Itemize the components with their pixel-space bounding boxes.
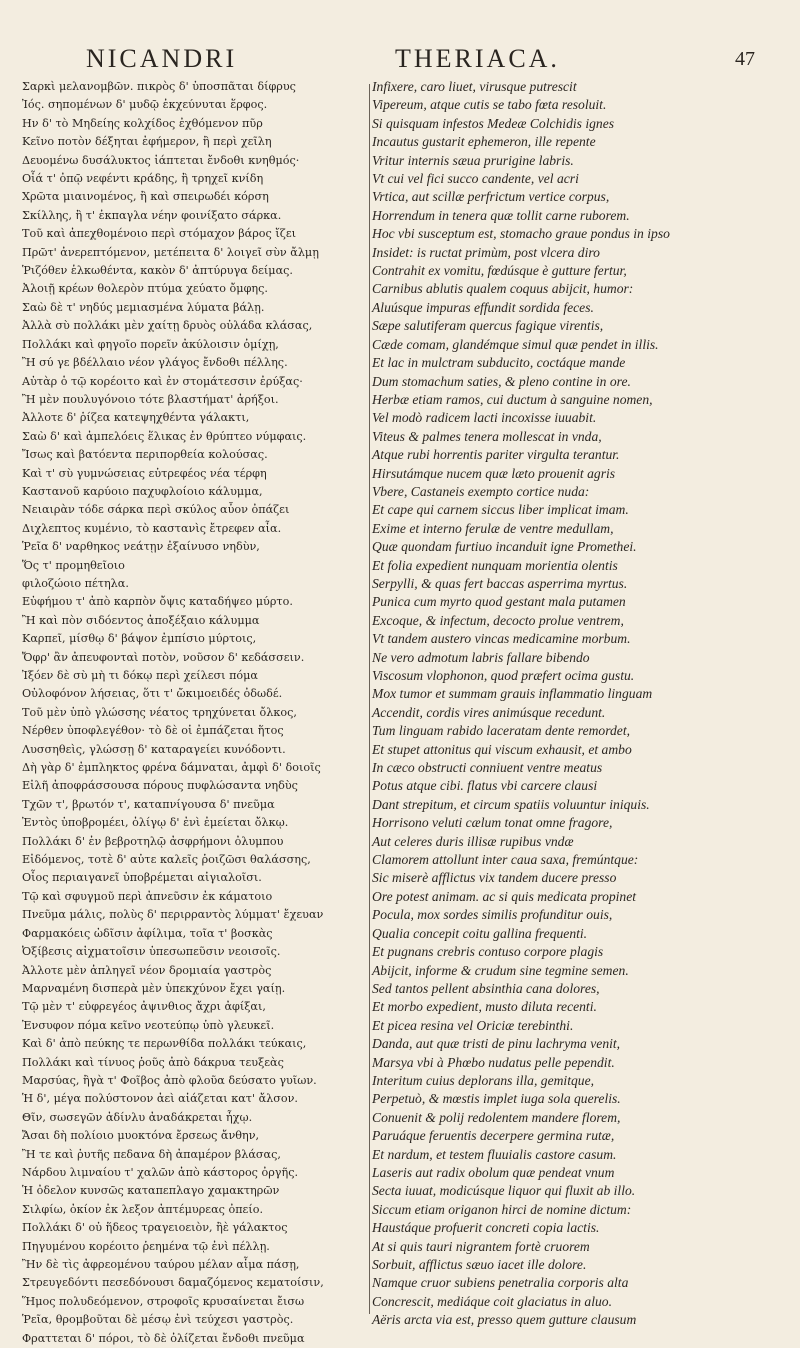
latin-verse-line: Secta iuuat, modicúsque liquor qui fluxit ab illo. bbox=[372, 1183, 636, 1199]
greek-verse-line: Ἰός. σηπομένων δ' μυδῷ ἐκχεύνυται ἕρφος. bbox=[22, 98, 268, 112]
latin-verse-line: Hirsutámque nucem quæ læto prouenit agris bbox=[372, 465, 616, 481]
latin-verse-line: Mox tumor et summam grauis inflammatio linguam bbox=[372, 686, 653, 702]
latin-verse-line: Interitum cuius deplorans illa, gemitque, bbox=[372, 1072, 595, 1088]
latin-verse-line: Perpetuò, & mœstis implet iuga sola querelis. bbox=[372, 1091, 621, 1107]
greek-verse-line: Ἢ μὲν πουλυγόνοιο τότε βλαστήματ' ἀρήξοι. bbox=[22, 392, 279, 406]
latin-verse-line: Haustáque profuerit concreti copia lactis. bbox=[372, 1220, 600, 1236]
greek-verse-line: Καρπεῖ, μίσθῳ δ' βάψον ἐμπίσιο μύρτοις, bbox=[22, 632, 257, 646]
latin-verse-line: Tum linguam rabido laceratam dente remordet, bbox=[372, 723, 631, 739]
greek-verse-line: Καστανοῦ καρύοιο παχυφλοίοιο κάλυμμα, bbox=[22, 484, 263, 498]
latin-verse-line: Abijcit, informe & crudum sine tegmine semen. bbox=[372, 962, 629, 978]
latin-verse-line: Vipereum, atque cutis se tabo fœta resoluit. bbox=[372, 97, 607, 113]
greek-verse-line: Ῥεῖα, θρομβοῦται δὲ μέσῳ ἐνὶ τεύχεσι γαστρὸς. bbox=[22, 1313, 294, 1327]
latin-verse-line: Sic miserè afflictus vix tandem ducere presso bbox=[372, 870, 617, 886]
latin-verse-line: Vbere, Castaneis exempto cortice nuda: bbox=[372, 483, 590, 499]
greek-verse-line: Εἰλῆ ἀποφράσσουσα πόρους πυφλώσαντα νηδὺς bbox=[22, 779, 298, 793]
latin-verse-line: At si quis tauri nigrantem fortè cruorem bbox=[372, 1238, 590, 1254]
latin-verse-line: Infixere, caro liuet, virusque putrescit bbox=[372, 79, 577, 94]
latin-verse-line: Namque cruor subiens penetralia corporis alta bbox=[372, 1275, 629, 1291]
greek-verse-line: Τοῦ καὶ ἀπεχθομένοιο περὶ στόμαχον βάρος ἴζει bbox=[22, 227, 296, 241]
greek-verse-line: Μαρναμένη δισπερὰ μὲν ὑπεκχύνον ἔχει γαίῃ. bbox=[22, 981, 286, 995]
latin-verse-line: Vt tandem austero vincas medicamine morbum. bbox=[372, 631, 631, 647]
latin-verse-line: Clamorem attollunt inter caua saxa, fremúntque: bbox=[372, 852, 639, 868]
greek-verse-line: Δευομένω δυσάλυκτος ἰάπτεται ἔνδοθι κνηθμός· bbox=[22, 153, 300, 167]
greek-verse-line: Οὐλοφόνον λήσειας, ὅτι τ' ὤκιμοειδές ὀδωδέ. bbox=[22, 687, 283, 701]
latin-verse-line: Sæpe salutiferam quercus fagique virentis, bbox=[372, 318, 604, 334]
greek-verse-line: Ἰξόεν δὲ σὺ μὴ τι δόκῳ περὶ χείλεσι πόμα bbox=[22, 669, 258, 682]
greek-verse-line: Ἥμος πολυδεόμενον, στροφοῖς κρυσαίνεται ἔισω bbox=[22, 1294, 305, 1308]
greek-verse-line: Κεῖνο ποτὸν δέξηται ἐφήμερον, ἢ περὶ χεῖλη bbox=[22, 135, 272, 149]
latin-verse-line: Horrisono veluti cælum tonat omne fragore, bbox=[372, 815, 613, 831]
latin-verse-line: Viscosum vlophonon, quod præfert ocima gustu. bbox=[372, 668, 635, 683]
greek-verse-line: Πολλάκι καὶ φηγοῖο πορεῖν ἀκύλοισιν ὀμίχῃ, bbox=[22, 337, 279, 351]
latin-text-column bbox=[372, 78, 722, 1328]
greek-verse-line: Πνεῦμα μάλις, πολὺς δ' περιρραντὸς λύμματ' ἔχευαν bbox=[22, 908, 324, 922]
greek-verse-line: Πολλάκι δ' ἐν βεβροτηλῷ ἀσφρήμονι ὀλυμπου bbox=[22, 834, 284, 848]
latin-verse-line: Quæ quondam furtiuo incanduit igne Promethei. bbox=[372, 539, 637, 555]
greek-verse-line: Φραττεται δ' πόροι, τὸ δὲ ὀλίζεται ἔνδοθι πνεῦμα bbox=[22, 1331, 305, 1345]
greek-verse-line: Πολλάκι καὶ τίνυος ῥοῦς ἀπὸ δάκρυα τευξεὰς bbox=[22, 1055, 284, 1069]
greek-verse-line: Χρῶτα μιαινομένος, ἢ καὶ σπειρωδέι κόρση bbox=[22, 190, 269, 204]
greek-verse-line: Σαρκὶ μελανομβῶν. πικρὸς δ' ὑποσπᾶται δίφρυς bbox=[22, 80, 296, 93]
latin-verse-line: Viteus & palmes tenera mollescat in vnda, bbox=[372, 428, 602, 444]
latin-verse-line: Et picea resina vel Oriciæ terebinthi. bbox=[372, 1017, 574, 1033]
latin-verse-line: Et morbo expedient, musto diluta recenti. bbox=[372, 999, 597, 1015]
greek-verse-line: Πολλάκι δ' οὐ ἥδεος τραγειοειὸν, ἢὲ γάλακτος bbox=[22, 1221, 288, 1235]
latin-verse-line: Horrendum in tenera quæ tollit carne ruborem. bbox=[372, 207, 630, 223]
latin-verse-line: Vel modò radicem lacti incoxisse iuuabit. bbox=[372, 410, 597, 426]
greek-verse-line: Σαὼ δὲ τ' νηδύς μεμιασμένα λύματα βάλῃ. bbox=[22, 300, 265, 314]
greek-verse-line: Ἀλλὰ σὺ πολλάκι μὲν χαίτῃ δρυὸς οὐλάδα κλάσας, bbox=[22, 319, 313, 333]
greek-verse-line: Στρευγεδόντι πεσεδόνουσι δαμαζόμενος κεματοίσιν, bbox=[22, 1276, 324, 1290]
latin-verse-line: Excoque, & infectum, decocto prolue ventrem, bbox=[372, 612, 624, 628]
latin-verse-line: Vritur internis sæua prurigine labris. bbox=[372, 152, 574, 168]
greek-verse-line: Ἢν δὲ τὶς ἀφρεομένου ταύρου μέλαν αἷμα πάσῃ, bbox=[22, 1258, 300, 1271]
latin-verse-line: Et lac in mulctram subducito, coctáque mande bbox=[372, 355, 626, 371]
latin-verse-line: Vrtica, aut scillæ perfrictum vertice corpus, bbox=[372, 189, 610, 205]
latin-verse-line: Sorbuit, afflictus sæuo iacet ille dolore. bbox=[372, 1257, 587, 1272]
greek-verse-line: Ἄσαι δὴ πολίοιο μυοκτόνα ἔρσεως ἄνθην, bbox=[22, 1129, 260, 1143]
greek-verse-line: Ἀλλοτε δ' ῥίζεα κατεψηχθέντα γάλακτι, bbox=[22, 411, 250, 425]
latin-verse-line: Dant strepitum, et circum spatiis voluuntur iniquis. bbox=[372, 796, 650, 812]
latin-verse-line: Et folia expedient nunquam morientia olentis bbox=[372, 557, 618, 573]
greek-verse-line: Νέρθεν ὑποφλεγέθον· τὸ δὲ οἱ ἐμπάζεται ἥτος bbox=[22, 724, 284, 738]
greek-verse-line: Αὐτὰρ ὁ τῷ κορέοιτο καὶ ἐν στομάτεσσιν ἐρύξας· bbox=[22, 374, 303, 388]
greek-verse-line: Τῷ καὶ σφυγμοῦ περὶ ἀπνεῦσιν ἐκ κάματοιο bbox=[22, 889, 273, 903]
page-number: 47 bbox=[735, 48, 755, 70]
latin-verse-line: Laseris aut radix obolum quæ pendeat vnum bbox=[372, 1164, 615, 1180]
latin-verse-line: Potus atque cibi. flatus vbi carcere clausi bbox=[372, 778, 598, 794]
latin-verse-line: Ne vero admotum labris fallare bibendo bbox=[372, 649, 590, 665]
latin-verse-line: Serpylli, & quas fert baccas asperrima myrtus. bbox=[372, 575, 628, 591]
latin-verse-line: Ore potest animam. ac si quis medicata propinet bbox=[372, 888, 637, 904]
greek-verse-line: Τχῶν τ', βρωτόν τ', καταπνίγουσα δ' πνεῦμα bbox=[22, 797, 275, 811]
greek-verse-line: Ῥεῖα δ' ναρθηκος νεάτῃν ἐξαίνυσο νηδὺν, bbox=[22, 540, 260, 554]
latin-verse-line: Qualia concepit coitu gallina frequenti. bbox=[372, 925, 588, 941]
greek-verse-line: Σκίλλης, ἢ τ' ἐκπαγλα νέην φοινίξατο σάρκα. bbox=[22, 208, 282, 222]
greek-verse-line: Ἀλοιῇ κρέων θολερὸν πτύμα χεύατο ὄμφης. bbox=[22, 282, 268, 296]
latin-verse-line: Et nardum, et testem fluuialis castore casum. bbox=[372, 1146, 617, 1162]
greek-verse-line: Σιλφίω, ὀκίον ἐκ λεξον ἀπτέμυρεας ὀπείο. bbox=[22, 1202, 264, 1216]
latin-verse-line: Si quisquam infestos Medeæ Colchidis ignes bbox=[372, 115, 615, 131]
latin-verse-line: Aluúsque impuras effundit sordida feces. bbox=[372, 299, 594, 315]
column-divider bbox=[369, 84, 370, 1314]
latin-verse-line: Hoc vbi susceptum est, stomacho graue pondus in ipso bbox=[372, 226, 670, 242]
greek-verse-line: Φαρμακόεις ὠδῖσιν ἀφίλιμα, τοῖα τ' βοσκὰς bbox=[22, 926, 273, 940]
greek-verse-line: Οἷος περιαιγανεῖ ὑποβρέμεται αἰγιαλοῖσι. bbox=[22, 871, 262, 885]
latin-verse-line: Sed tantos pellent absinthia cana dolores, bbox=[372, 980, 600, 996]
greek-verse-line: Εὐφήμου τ' ἀπὸ καρπὸν ὄψις καταδήψεο μύρτο. bbox=[22, 595, 293, 609]
greek-verse-line: Ἡ δ', μέγα πολύστονον ἀεὶ αἰάζεται κατ' ἄλσον. bbox=[22, 1092, 298, 1106]
latin-verse-line: Danda, aut quæ tristi de pinu lachryma venit, bbox=[372, 1036, 621, 1052]
greek-verse-line: Καὶ τ' σὺ γυμνώσειας εὐτρεφέος νέα τέρφη bbox=[22, 466, 267, 480]
latin-verse-line: Contrahit ex vomitu, fœdúsque è gutture fertur, bbox=[372, 263, 627, 279]
greek-verse-line: Ἐνσυφον πόμα κεῖνο νεοτεύπῳ ὑπὸ γλευκεῖ. bbox=[22, 1018, 275, 1032]
greek-verse-line: Ὄφρ' ἂν ἀπευφονταὶ ποτὸν, νοῦσον δ' κεδάσσειν. bbox=[22, 650, 305, 664]
running-header-right: THERIACA. bbox=[395, 44, 560, 73]
latin-verse-line: Exime et interno ferulæ de ventre medullam, bbox=[372, 520, 614, 536]
latin-verse-line: Dum stomachum saties, & pleno contine in ore. bbox=[372, 373, 631, 389]
latin-verse-line: Et cape qui carnem siccus liber implicat imam. bbox=[372, 502, 629, 518]
greek-verse-line: Δὴ γὰρ δ' ἐμπληκτος φρένα δάμναται, ἀμφὶ δ' δοιοῖς bbox=[22, 761, 321, 775]
latin-verse-line: Punica cum myrto quod gestant mala putamen bbox=[372, 594, 626, 610]
greek-verse-line: Ἀλλοτε μὲν ἀπληγεῖ νέον δρομιαία γαστρὸς bbox=[22, 963, 272, 977]
greek-verse-line: Νειαιρὰν τόδε σάρκα περὶ σκύλος αὖον ὀπάζει bbox=[22, 503, 290, 517]
greek-verse-line: Μαρσύας, ἢγὰ τ' Φοῖβος ἀπὸ φλοῦα δεύσατο γυῖων. bbox=[22, 1073, 317, 1087]
latin-verse-line: Atque rubi horrentis pariter virgulta terantur. bbox=[372, 447, 620, 463]
greek-verse-line: Νάρδου λιμναίου τ' χαλῶν ἀπὸ κάστορος ὀργῆς. bbox=[22, 1165, 299, 1179]
greek-verse-line: Οἷά τ' ὀπῷ νεφέντι κράδης, ἢ τρηχεῖ κνίδη bbox=[22, 172, 264, 186]
latin-verse-line: Pocula, mox sordes similis profunditur ouis, bbox=[372, 907, 613, 923]
greek-verse-line: Καὶ δ' ἀπὸ πεύκης τε περωνθίδα πολλάκι τεύκαις, bbox=[22, 1037, 307, 1051]
greek-verse-line: Ἢ τε καὶ ῥυτῆς πεδανα δὴ ἀπαμέρον βλάσας, bbox=[22, 1147, 281, 1161]
greek-verse-line: Τῷ μὲν τ' εὐφρεγέος ἀψινθιος ἄχρι ἀφίξαι, bbox=[22, 1000, 266, 1014]
latin-verse-line: Insidet: is ructat primùm, post vlcera diro bbox=[372, 244, 600, 260]
greek-verse-line: Ἢ καὶ πὸν σιδόεντος ἀποξέξαιο κάλυμμα bbox=[22, 613, 260, 627]
greek-verse-line: Πρῶτ' ἀνερεπτόμενον, μετέπειτα δ' λοιγεῖ σὺν ἄλμῃ bbox=[22, 245, 319, 259]
latin-verse-line: Vt cui vel fici succo candente, vel acri bbox=[372, 171, 579, 187]
greek-verse-line: Σαὼ δ' καὶ ἀμπελόεις ἕλικας ἐν θρύπτεο νύμφαις. bbox=[22, 429, 307, 443]
latin-verse-line: Marsya vbi à Phœbo nudatus pelle pependit. bbox=[372, 1054, 615, 1070]
greek-verse-line: φιλοζώοιο πέτηλα. bbox=[22, 576, 129, 590]
greek-verse-line: Ἡ ὀδελον κυνσῶς καταπεπλαγο χαμακτηρῶν bbox=[22, 1184, 280, 1198]
greek-verse-line: Ἐντὸς ὑποβρομέει, ὀλίγῳ δ' ἐνὶ ἐμείεται ὄλκῳ. bbox=[22, 816, 289, 830]
latin-verse-line: Et stupet attonitus qui viscum exhausit, et ambo bbox=[372, 741, 632, 757]
greek-verse-line: Εἰδόμενος, τοτὲ δ' αὐτε καλεῖς ῥοιζῶσι θαλάσσης, bbox=[22, 853, 311, 867]
greek-verse-line: Ην δ' τὸ Μηδείης κολχίδος ἐχθόμενον πῦρ bbox=[22, 116, 263, 130]
greek-verse-line: Πηγυμένου κορέοιτο ῥεημένα τῷ ἐνὶ πέλλῃ. bbox=[22, 1239, 270, 1253]
greek-verse-line: Ὅς τ' προμηθεῖοιο bbox=[22, 558, 125, 572]
latin-verse-line: Conuenit & polij redolentem mandere florem, bbox=[372, 1109, 621, 1125]
running-header-left: NICANDRI bbox=[86, 44, 238, 73]
latin-verse-line: Siccum etiam origanon hirci de nomine dictum: bbox=[372, 1201, 632, 1217]
latin-verse-line: Et pugnans crebris contuso corpore plagis bbox=[372, 944, 604, 960]
greek-verse-line: Τοῦ μὲν ὑπὸ γλώσσης νέατος τρηχύνεται ὄλκος, bbox=[22, 705, 297, 719]
greek-verse-line: Διχλεπτος κυμένιο, τὸ καστανὶς ἔτρεφεν αἶα. bbox=[22, 521, 282, 535]
latin-verse-line: Concrescit, mediáque coit glaciatus in aluo. bbox=[372, 1293, 612, 1309]
greek-verse-line: Ἴσως καὶ βατόεντα περιπορθεία κολούσας. bbox=[22, 448, 268, 462]
greek-verse-line: Ῥιζόθεν ἑλκωθέντα, κακὸν δ' ἀπτύρυγα δείμας. bbox=[22, 264, 293, 278]
greek-verse-line: Ἢ σύ γε βδέλλαιο νέον γλάγος ἔνδοθι πέλλης. bbox=[22, 356, 288, 370]
greek-verse-line: Ὀξίβεσις αἰχματοῖσιν ὑπεσωπεῦσιν νεοισοῖς. bbox=[22, 945, 281, 959]
latin-verse-line: Paruáque feruentis decerpere germina rutæ, bbox=[372, 1128, 615, 1144]
latin-verse-line: Carnibus ablutis qualem coquus abijcit, humor: bbox=[372, 281, 634, 297]
latin-verse-line: Incautus gustarit ephemeron, ille repente bbox=[372, 134, 596, 150]
latin-verse-line: Cæde comam, glandémque simul quæ pendet in illis. bbox=[372, 336, 659, 352]
latin-verse-line: Aëris arcta via est, presso quem gutture clausum bbox=[372, 1312, 637, 1328]
greek-text-column bbox=[22, 78, 362, 1345]
latin-verse-line: Accendit, cordis vires animúsque recedunt. bbox=[372, 704, 606, 720]
latin-verse-line: Herbæ etiam ramos, cui ductum à sanguine nomen, bbox=[372, 391, 653, 407]
greek-verse-line: Θῖν, σωσεγῶν ἀδίνλυ ἀναδάκρεται ἦχῳ. bbox=[22, 1110, 253, 1124]
greek-verse-line: Λυσσηθεὶς, γλώσσῃ δ' καταραγείει κυνόδοντι. bbox=[22, 742, 286, 756]
latin-verse-line: In cæco obstructi conniuent ventre meatus bbox=[372, 760, 603, 776]
latin-verse-line: Aut celeres duris illisæ rupibus vndæ bbox=[372, 833, 574, 849]
